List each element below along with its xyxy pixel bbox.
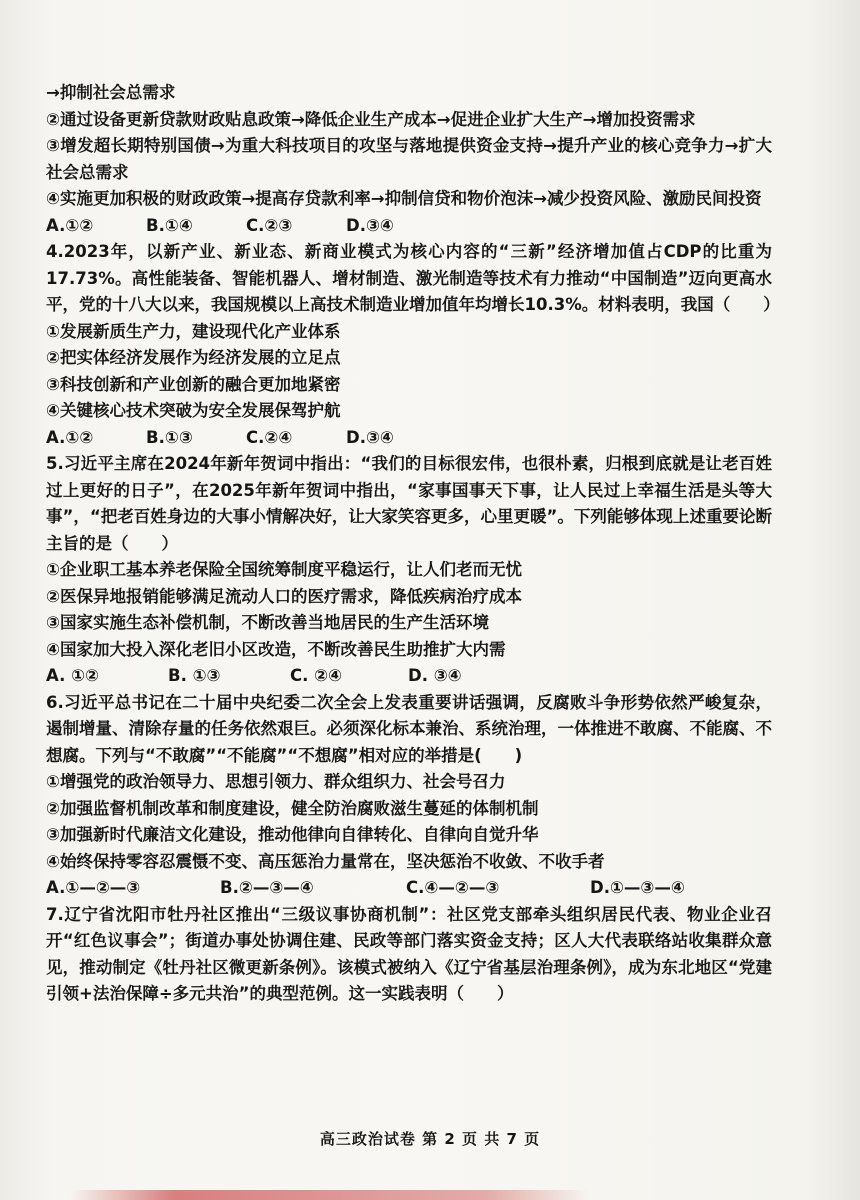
q6-option-b: B.②—③—④ [220,878,314,897]
q3-option-b: B.①④ [146,215,193,235]
page-content [46,80,780,1008]
q5-stem: 5.习近平主席在2024年新年贺词中指出：“我们的目标很宏伟，也很朴素，归根到底就是让老百姓过上更好的日子”，在2025年新年贺词中指出，“家事国事天下事，让人民过上幸福生活是头等大事”，“把老百姓身边的大事小情解决好，让大家笑容更多，心里更暖”。下列能够体现上述重要论断主旨的是（ ） [46,454,772,553]
q3-option-c: C.②③ [246,215,293,235]
q5-item-1: ①企业职工基本养老保险全国统筹制度平稳运行，让人们老而无忧 [46,560,522,579]
q6-item-4: ④始终保持零容忍震慑不变、高压惩治力量常在，坚决惩治不收敛、不收手者 [46,851,605,871]
q4-item-3: ③科技创新和产业创新的融合更加地紧密 [46,374,341,394]
page-footer: 高三政治试卷 第 2 页 共 7 页 [319,1130,541,1148]
q6-item-2: ②加强监督机制改革和制度建设，健全防治腐败滋生蔓延的体制机制 [46,798,539,818]
q5-option-c: C. ②④ [290,666,343,685]
q4-item-1: ①发展新质生产力，建设现代化产业体系 [46,321,341,341]
q4-item-4: ④关键核心技术突破为安全发展保驾护航 [46,401,341,420]
q4-item-2: ②把实体经济发展作为经济发展的立足点 [46,348,341,367]
q6-option-a: A.①—②—③ [46,878,141,897]
q3-options [46,213,772,240]
q6-option-c: C.④—②—③ [406,878,500,897]
q4-option-a: A.①② [46,427,94,447]
q4-option-d: D.③④ [346,427,394,447]
q5-option-a: A. ①② [46,666,100,685]
q6-stem: 6.习近平总书记在二十届中央纪委二次全会上发表重要讲话强调，反腐败斗争形势依然严峻复杂，遏制增量、清除存量的任务依然艰巨。必须深化标本兼治、系统治理，一体推进不敢腐、不能腐、不想腐。下列与“不敢腐”“不能腐”“不想腐”相对应的举措是( ) [46,692,772,765]
q5-option-d: D. ③④ [408,666,462,685]
q4-options [46,425,772,452]
q6-options [46,875,772,902]
q3-item-3: ③增发超长期特别国债→为重大科技项目的攻坚与落地提供资金支持→提升产业的核心竞争力→扩大社会总需求 [46,136,772,182]
q3-item-2: ②通过设备更新贷款财政贴息政策→降低企业生产成本→促进企业扩大生产→增加投资需求 [46,109,696,129]
q3-item-1-tail: →抑制社会总需求 [46,83,176,102]
q5-option-b: B. ①③ [168,666,221,685]
q5-options [46,663,772,690]
q4-option-c: C.②④ [246,427,293,447]
q3-item-4: ④实施更加积极的财政政策→提高存贷款利率→抑制信贷和物价泡沫→减少投资风险、激励民间投资 [46,189,762,208]
q6-item-3: ③加强新时代廉洁文化建设，推动他律向自律转化、自律向自觉升华 [46,825,539,844]
q6-item-1: ①增强党的政治领导力、思想引领力、群众组织力、社会号召力 [46,772,506,791]
q5-item-4: ④国家加大投入深化老旧小区改造，不断改善民生助推扩大内需 [46,639,506,659]
q3-option-a: A.①② [46,215,94,235]
q3-option-d: D.③④ [346,215,394,235]
red-ink-mark [70,1190,590,1200]
q4-option-b: B.①③ [146,427,193,447]
q4-stem: 4.2023年，以新产业、新业态、新商业模式为核心内容的“三新”经济增加值占CDP的比重为17.73%。高性能装备、智能机器人、增材制造、激光制造等技术有力推动“中国制造”迈向更高水平，党的十八大以来，我国规模以上高技术制造业增加值年均增长10.3%。材料表明，我国（ ） [46,242,780,314]
q7-stem: 7.辽宁省沈阳市牡丹社区推出“三级议事协商机制”：社区党支部牵头组织居民代表、物业企业召开“红色议事会”；街道办事处协调住建、民政等部门落实资金支持；区人大代表联络站收集群众意见，推动制定《牡丹社区微更新条例》。该模式被纳入《辽宁省基层治理条例》，成为东北地区“党建引领+法治保障÷多元共治”的典型范例。这一实践表明（ ） [46,904,772,1003]
q5-item-3: ③国家实施生态补偿机制，不断改善当地居民的生产生活环境 [46,613,489,632]
q5-item-2: ②医保异地报销能够满足流动人口的医疗需求，降低疾病治疗成本 [46,586,522,606]
q6-option-d: D.①—③—④ [590,878,685,897]
